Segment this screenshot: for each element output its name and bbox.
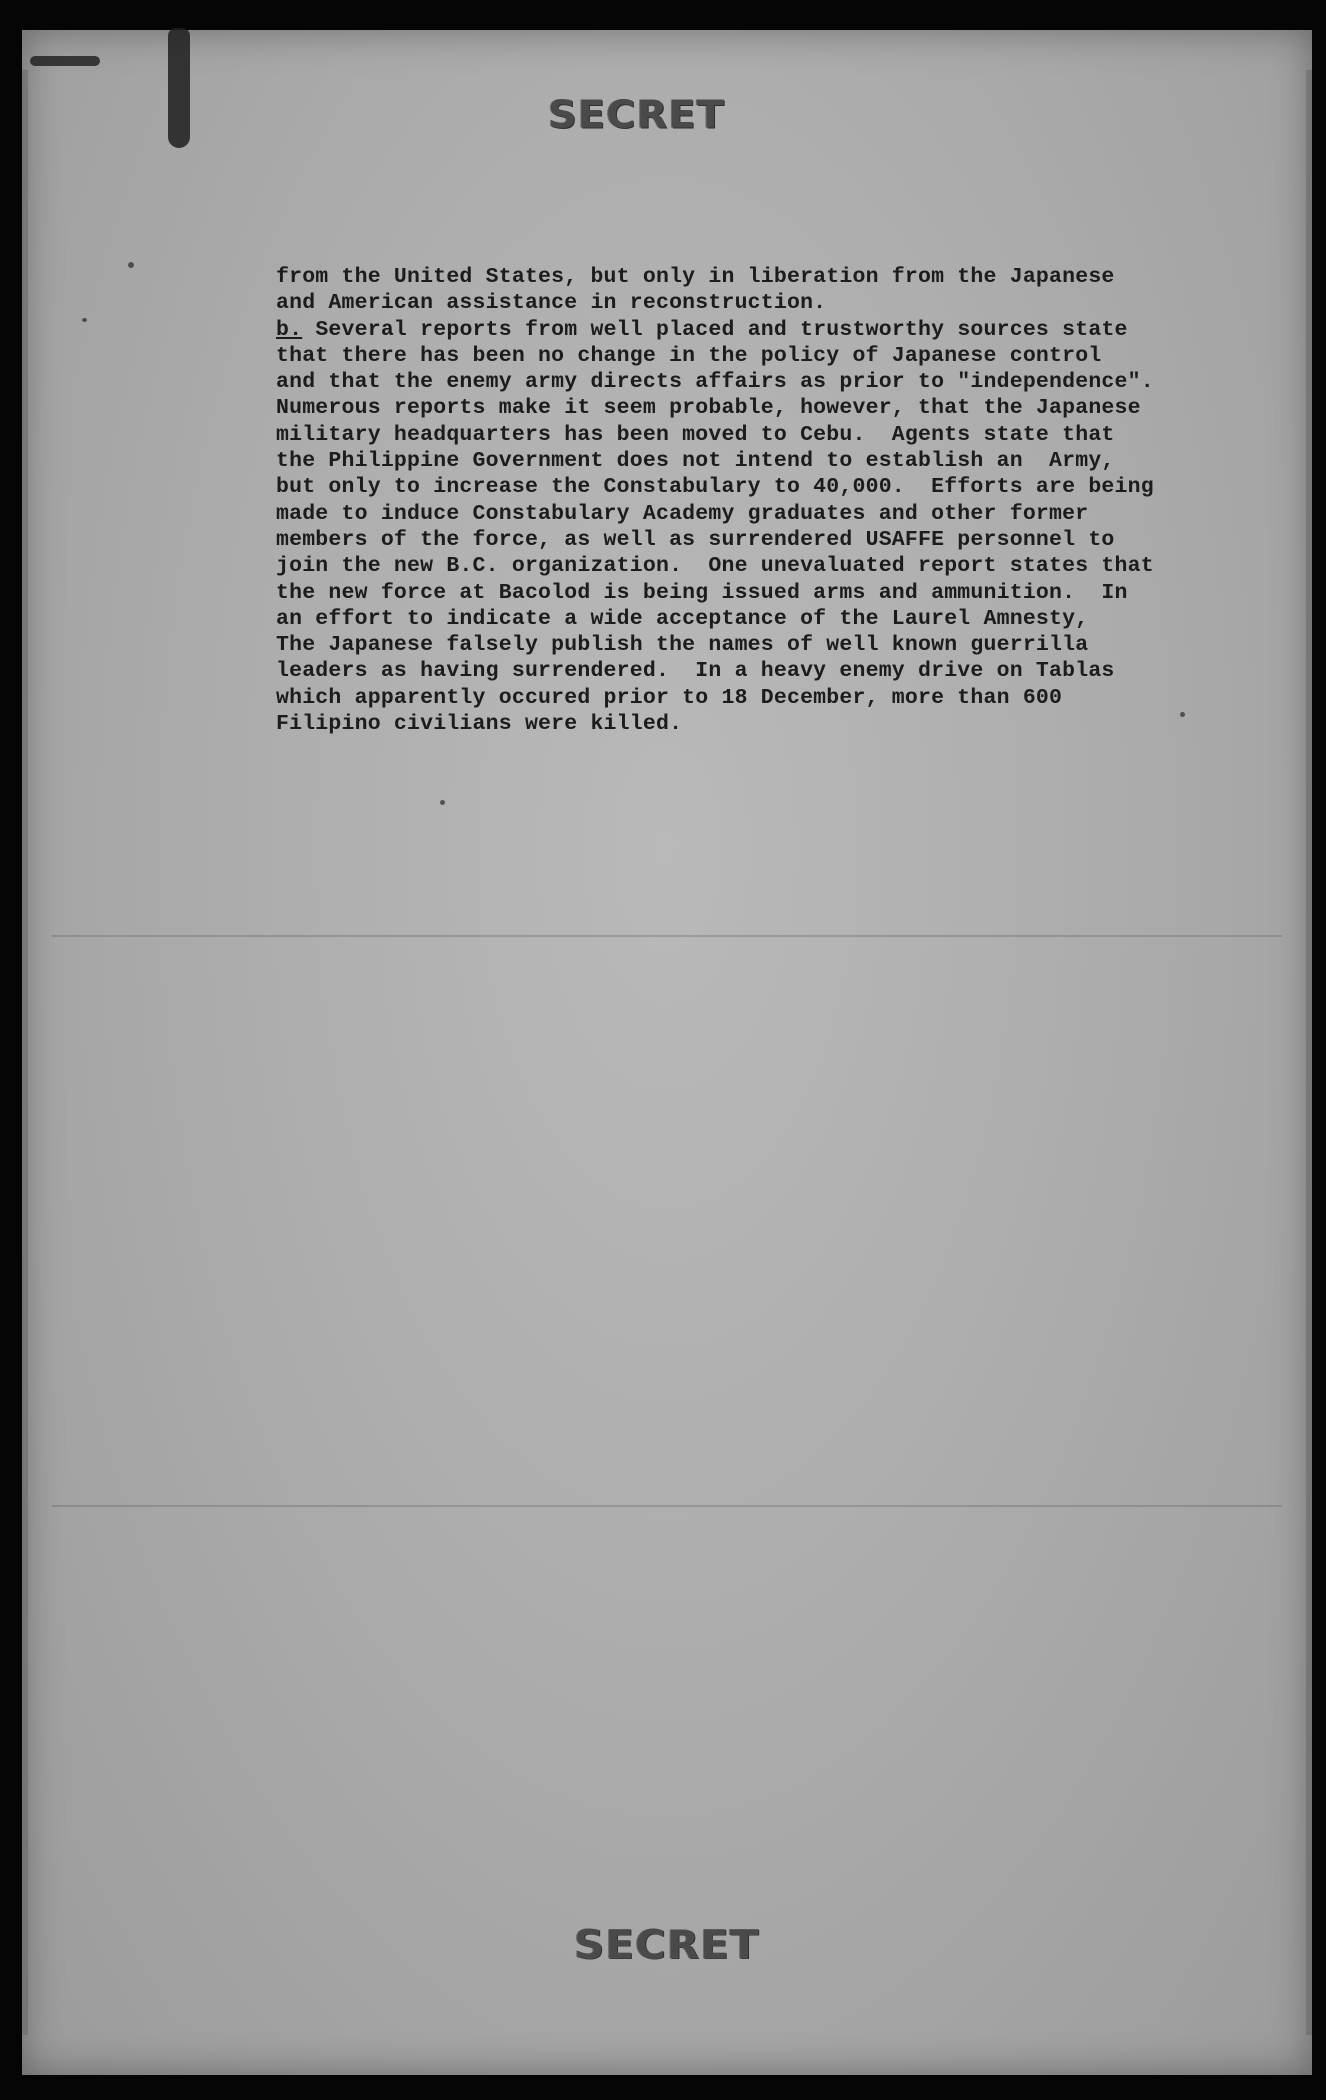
paragraph-marker: b. (276, 317, 303, 342)
text-line: that there has been no change in the policy of Japanese control (276, 343, 1102, 368)
text-line: The Japanese falsely publish the names of well known guerrilla (276, 633, 1089, 658)
text-line: members of the force, as well as surrendered USAFFE personnel to (276, 527, 1115, 552)
classification-stamp-bottom: SECRET (574, 1921, 760, 1968)
fold-crease (52, 1505, 1282, 1507)
document-body (276, 264, 1196, 737)
text-line: join the new B.C. organization. One unevaluated report states that (276, 554, 1154, 579)
text-line: the new force at Bacolod is being issued arms and ammunition. In (276, 580, 1128, 605)
text-line: Filipino civilians were killed. (276, 712, 683, 737)
text-line: and that the enemy army directs affairs as prior to "independence". (276, 370, 1154, 395)
scan-speck (128, 262, 134, 268)
text-line: and American assistance in reconstruction. (276, 291, 827, 316)
staple-mark (168, 28, 190, 148)
text-line: but only to increase the Constabulary to 40,000. Efforts are being (276, 475, 1154, 500)
punch-hole-mark (30, 56, 100, 66)
text-line: leaders as having surrendered. In a heavy enemy drive on Tablas (276, 659, 1115, 684)
text-line: from the United States, but only in liberation from the Japanese (276, 265, 1115, 289)
text-line: which apparently occured prior to 18 December, more than 600 (276, 685, 1063, 710)
text-line: an effort to indicate a wide acceptance of the Laurel Amnesty, (276, 606, 1089, 631)
text-line: military headquarters has been moved to Cebu. Agents state that (276, 422, 1115, 447)
text-line: the Philippine Government does not intend to establish an Army, (276, 449, 1115, 474)
text-line: Numerous reports make it seem probable, however, that the Japanese (276, 396, 1141, 421)
page-left-edge (22, 70, 28, 2035)
text-line: made to induce Constabulary Academy graduates and other former (276, 501, 1089, 526)
page-right-edge (1306, 70, 1312, 2035)
classification-stamp-top: SECRET (548, 93, 725, 137)
scan-speck (1180, 712, 1185, 717)
text-line: Several reports from well placed and trustworthy sources state (302, 317, 1128, 342)
scan-speck (440, 800, 445, 805)
fold-crease (52, 935, 1282, 937)
scan-speck (82, 318, 87, 322)
